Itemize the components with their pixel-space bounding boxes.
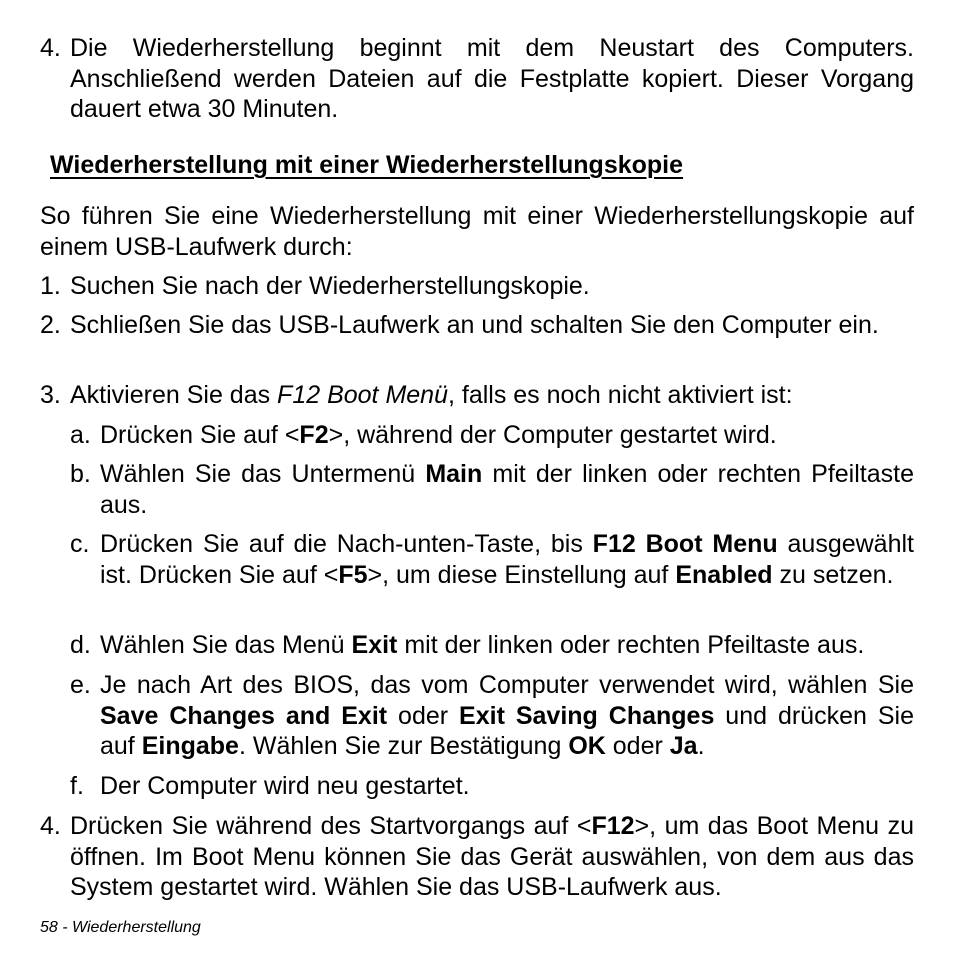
text-run: >, während der Computer gestartet wird. <box>328 421 777 449</box>
text-run: Drücken Sie während des Startvorgangs auf < <box>70 812 592 840</box>
text-run: Wählen Sie das Menü <box>100 631 352 659</box>
list-text <box>100 630 914 661</box>
key-name: F2 <box>299 421 329 449</box>
text-run: . <box>697 732 705 760</box>
text-run: ausgewählt ist. Drücken Sie auf < <box>100 530 914 589</box>
text-run: und drücken Sie auf <box>100 701 914 760</box>
list-number: 2. <box>40 311 61 339</box>
confirm-option: Ja <box>669 732 698 760</box>
text-run: Je nach Art des BIOS, das vom Computer verwendet wird, wählen Sie <box>100 671 914 699</box>
list-item-substep-e <box>70 670 914 762</box>
key-name: F5 <box>338 560 368 589</box>
text-run: zu setzen. <box>772 560 894 589</box>
key-name: F12 <box>591 812 635 840</box>
list-item-substep-c <box>70 529 914 590</box>
list-letter: f. <box>70 772 84 800</box>
list-text: Suchen Sie nach der Wiederherstellungskopie. <box>70 272 590 300</box>
menu-name: F12 Boot Menu <box>592 530 778 558</box>
list-item-substep-d <box>70 630 914 661</box>
list-letter: a. <box>70 421 91 449</box>
text-run: Drücken Sie auf < <box>100 421 300 449</box>
list-letter: e. <box>70 671 91 699</box>
text-run: , falls es noch nicht aktiviert ist: <box>447 381 793 409</box>
setting-value: Enabled <box>675 560 773 589</box>
list-number: 3. <box>40 381 61 409</box>
page-footer: 58 - Wiederherstellung <box>40 919 201 936</box>
text-run: >, um das Boot Menu zu öffnen. Im Boot Menu können Sie das Gerät auswählen, von dem aus das System gestartet wird. Wählen Sie das USB-Laufwerk aus. <box>70 812 914 901</box>
text-run: . Wählen Sie zur Bestätigung <box>238 732 569 760</box>
section-heading: Wiederherstellung mit einer Wiederherstellungskopie <box>50 151 684 179</box>
list-text: Die Wiederherstellung beginnt mit dem Neustart des Computers. Anschließend werden Dateien auf die Festplatte kopiert. Dieser Vorgang dauert etwa 30 Minuten. <box>70 34 914 123</box>
list-number: 4. <box>40 812 61 840</box>
list-text <box>70 811 914 903</box>
list-item-step-3 <box>40 380 914 411</box>
text-run: Aktivieren Sie das <box>70 381 278 409</box>
list-text: Schließen Sie das USB-Laufwerk an und schalten Sie den Computer ein. <box>70 311 879 339</box>
list-item-step-4 <box>40 811 914 903</box>
list-text: Der Computer wird neu gestartet. <box>100 772 470 800</box>
list-item-substep-f <box>70 771 914 802</box>
text-run: Wählen Sie das Untermenü <box>100 460 426 488</box>
confirm-option: OK <box>568 732 606 760</box>
list-text <box>70 380 914 411</box>
menu-option: Exit Saving Changes <box>459 701 715 730</box>
list-text <box>100 529 914 590</box>
list-item-step-2 <box>40 310 914 341</box>
text-run: Drücken Sie auf die Nach-unten-Taste, bis <box>100 530 593 558</box>
list-item-step-1 <box>40 271 914 302</box>
list-number: 4. <box>40 34 61 62</box>
list-item-step-4-previous <box>40 33 914 125</box>
menu-name: F12 Boot Menü <box>277 381 448 409</box>
menu-name: Main <box>425 460 483 488</box>
menu-option: Save Changes and Exit <box>100 701 388 730</box>
intro-paragraph: So führen Sie eine Wiederherstellung mit einer Wiederherstellungskopie auf einem USB-Laufwerk durch: <box>40 202 914 261</box>
text-run: oder <box>605 732 670 760</box>
text-run: oder <box>387 701 460 730</box>
list-item-substep-b <box>70 459 914 520</box>
list-text <box>100 420 914 451</box>
list-number: 1. <box>40 272 61 300</box>
list-letter: c. <box>70 530 90 558</box>
text-run: mit der linken oder rechten Pfeiltaste aus. <box>397 631 865 659</box>
key-name: Eingabe <box>141 732 239 760</box>
menu-name: Exit <box>351 631 398 659</box>
list-text <box>100 459 914 520</box>
text-run: mit der linken oder rechten Pfeiltaste aus. <box>100 460 914 519</box>
list-item-substep-a <box>70 420 914 451</box>
list-text <box>100 670 914 762</box>
list-letter: b. <box>70 460 91 488</box>
list-letter: d. <box>70 631 91 659</box>
text-run: >, um diese Einstellung auf <box>367 560 676 589</box>
